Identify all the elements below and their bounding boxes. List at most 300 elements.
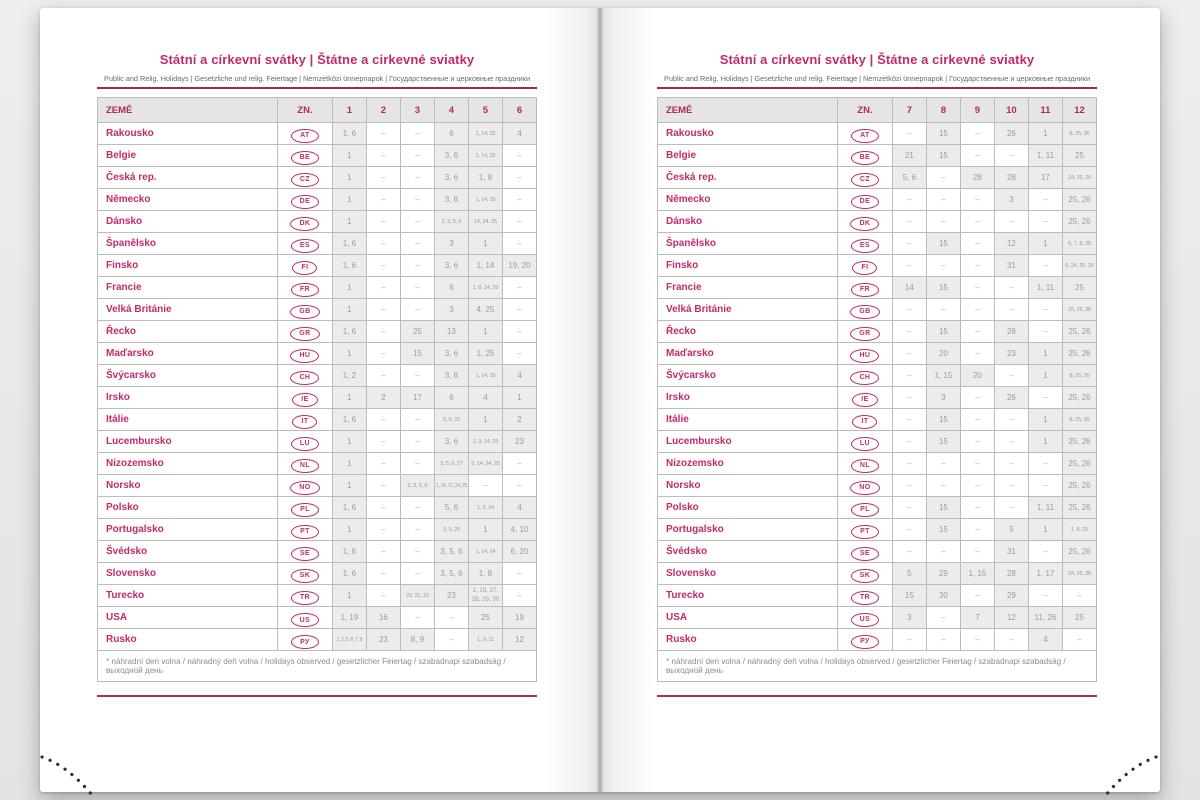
- month-cell: –: [1062, 585, 1096, 607]
- month-cell: 20, 21, 22: [400, 585, 434, 607]
- month-cell: 25, 26, 28: [1062, 299, 1096, 321]
- country-code-cell: [278, 607, 333, 629]
- country-name: Řecko: [98, 321, 278, 343]
- month-cell: 1, 11: [1028, 497, 1062, 519]
- country-name: Turecko: [658, 585, 838, 607]
- month-cell: 25, 26: [1062, 189, 1096, 211]
- month-cell: –: [400, 453, 434, 475]
- month-cell: 12: [502, 629, 536, 651]
- month-cell: –: [1028, 211, 1062, 233]
- country-code-badge: LU: [851, 437, 879, 451]
- table-row: [658, 299, 1097, 321]
- month-cell: 28: [994, 321, 1028, 343]
- month-cell: 5: [994, 519, 1028, 541]
- month-cell: –: [960, 475, 994, 497]
- holiday-table-jan-jun: [97, 97, 537, 682]
- country-name: Lucembursko: [658, 431, 838, 453]
- month-cell: –: [400, 211, 434, 233]
- month-cell: 25, 26: [1062, 431, 1096, 453]
- corner-dots-left: [34, 748, 106, 800]
- country-code-badge: BE: [291, 151, 320, 165]
- table-row: [658, 211, 1097, 233]
- country-name: USA: [98, 607, 278, 629]
- header-row: [98, 98, 537, 123]
- month-cell: 21: [892, 145, 926, 167]
- country-code-badge: US: [851, 613, 880, 627]
- month-cell: –: [502, 475, 536, 497]
- month-cell: 1, 19, 27, 28, 29, 30: [468, 585, 502, 607]
- country-code-cell: [278, 277, 333, 299]
- month-cell: –: [366, 409, 400, 431]
- month-cell: –: [926, 475, 960, 497]
- country-name: Německo: [98, 189, 278, 211]
- header-month: 9: [960, 98, 994, 123]
- month-cell: –: [400, 189, 434, 211]
- month-cell: –: [502, 277, 536, 299]
- month-cell: –: [400, 123, 434, 145]
- month-cell: 1, 19: [332, 607, 366, 629]
- country-code-cell: [278, 387, 333, 409]
- country-code-cell: [838, 123, 893, 145]
- month-cell: –: [892, 475, 926, 497]
- month-cell: 25, 26: [1062, 541, 1096, 563]
- month-cell: 3: [994, 189, 1028, 211]
- country-code-badge: AT: [291, 129, 319, 143]
- header-month: 11: [1028, 98, 1062, 123]
- month-cell: 1, 6: [332, 255, 366, 277]
- country-code-badge: NO: [850, 481, 879, 495]
- month-cell: 25, 26: [1062, 387, 1096, 409]
- header-row: [658, 98, 1097, 123]
- month-cell: –: [400, 255, 434, 277]
- month-cell: 4: [1028, 629, 1062, 651]
- country-name: Švédsko: [658, 541, 838, 563]
- country-code-badge: DE: [291, 195, 320, 209]
- table-row: [658, 123, 1097, 145]
- country-name: Itálie: [658, 409, 838, 431]
- month-cell: 1: [1028, 519, 1062, 541]
- country-name: Finsko: [658, 255, 838, 277]
- month-cell: 25, 26: [1062, 343, 1096, 365]
- country-code-badge: CH: [850, 371, 879, 385]
- month-cell: 28: [994, 167, 1028, 189]
- table-row: [658, 167, 1097, 189]
- month-cell: –: [502, 453, 536, 475]
- country-name: Velká Británie: [658, 299, 838, 321]
- country-name: Česká rep.: [98, 167, 278, 189]
- month-cell: –: [926, 299, 960, 321]
- month-cell: –: [366, 431, 400, 453]
- country-code-cell: [278, 321, 333, 343]
- country-name: Španělsko: [98, 233, 278, 255]
- month-cell: 3, 6: [434, 255, 468, 277]
- month-cell: –: [1028, 541, 1062, 563]
- country-name: Česká rep.: [658, 167, 838, 189]
- month-cell: 1: [468, 233, 502, 255]
- month-cell: –: [366, 233, 400, 255]
- header-month: 6: [502, 98, 536, 123]
- month-cell: 1: [332, 585, 366, 607]
- month-cell: 25, 26: [1062, 211, 1096, 233]
- month-cell: 23: [994, 343, 1028, 365]
- country-name: Belgie: [658, 145, 838, 167]
- month-cell: –: [960, 189, 994, 211]
- month-cell: 1, 9, 14, 25: [468, 431, 502, 453]
- month-cell: –: [366, 541, 400, 563]
- month-cell: –: [400, 563, 434, 585]
- month-cell: 2: [366, 387, 400, 409]
- table-row: [658, 321, 1097, 343]
- country-name: Dánsko: [658, 211, 838, 233]
- country-code-badge: DE: [851, 195, 880, 209]
- month-cell: 1, 14, 25: [468, 145, 502, 167]
- month-cell: –: [994, 409, 1028, 431]
- table-row: [98, 541, 537, 563]
- country-code-cell: [278, 343, 333, 365]
- month-cell: –: [892, 189, 926, 211]
- month-cell: –: [960, 629, 994, 651]
- month-cell: –: [366, 211, 400, 233]
- country-code-cell: [278, 563, 333, 585]
- country-code-cell: [838, 387, 893, 409]
- country-code-badge: SE: [291, 547, 319, 561]
- month-cell: –: [400, 167, 434, 189]
- month-cell: –: [366, 123, 400, 145]
- country-code-badge: US: [291, 613, 320, 627]
- month-cell: 28: [960, 167, 994, 189]
- month-cell: –: [366, 277, 400, 299]
- month-cell: –: [892, 409, 926, 431]
- country-code-cell: [838, 211, 893, 233]
- country-code-badge: FI: [852, 261, 877, 275]
- month-cell: –: [366, 519, 400, 541]
- month-cell: 1: [332, 167, 366, 189]
- table-row: [98, 585, 537, 607]
- month-cell: 1: [1028, 343, 1062, 365]
- month-cell: 8, 25, 26: [1062, 409, 1096, 431]
- table-row: [98, 387, 537, 409]
- month-cell: 1: [468, 519, 502, 541]
- table-row: [658, 431, 1097, 453]
- month-cell: –: [960, 277, 994, 299]
- month-cell: –: [960, 497, 994, 519]
- month-cell: 17: [1028, 167, 1062, 189]
- diary-spread: [40, 8, 1160, 792]
- bottom-rule: [97, 695, 537, 697]
- header-month: 2: [366, 98, 400, 123]
- month-cell: –: [926, 541, 960, 563]
- month-cell: 16: [366, 607, 400, 629]
- month-cell: –: [960, 233, 994, 255]
- country-code-cell: [278, 453, 333, 475]
- month-cell: –: [960, 541, 994, 563]
- country-code-cell: [278, 233, 333, 255]
- corner-dots-right: [1092, 748, 1164, 800]
- month-cell: –: [892, 387, 926, 409]
- month-cell: 6: [434, 123, 468, 145]
- country-code-cell: [838, 431, 893, 453]
- month-cell: 1, 6: [332, 321, 366, 343]
- month-cell: 12: [994, 607, 1028, 629]
- month-cell: 19: [502, 607, 536, 629]
- table-row: [658, 189, 1097, 211]
- month-cell: 25: [1062, 277, 1096, 299]
- month-cell: 25: [1062, 607, 1096, 629]
- month-cell: 1: [468, 409, 502, 431]
- header-month: 3: [400, 98, 434, 123]
- country-code-badge: FI: [292, 261, 317, 275]
- month-cell: 17: [400, 387, 434, 409]
- country-code-cell: [278, 255, 333, 277]
- month-cell: –: [960, 453, 994, 475]
- month-cell: –: [960, 145, 994, 167]
- month-cell: –: [994, 145, 1028, 167]
- country-name: Portugalsko: [98, 519, 278, 541]
- month-cell: 5, 6, 25: [434, 409, 468, 431]
- country-code-badge: РУ: [851, 635, 879, 649]
- month-cell: 3: [926, 387, 960, 409]
- country-code-cell: [278, 431, 333, 453]
- month-cell: –: [960, 211, 994, 233]
- country-code-badge: CZ: [291, 173, 319, 187]
- month-cell: 1: [332, 453, 366, 475]
- month-cell: –: [400, 607, 434, 629]
- month-cell: –: [892, 453, 926, 475]
- country-code-badge: FR: [851, 283, 879, 297]
- bottom-rule: [657, 695, 1097, 697]
- country-name: Řecko: [658, 321, 838, 343]
- month-cell: –: [960, 343, 994, 365]
- country-code-badge: GR: [850, 327, 879, 341]
- month-cell: –: [1028, 189, 1062, 211]
- table-row: [658, 387, 1097, 409]
- month-cell: 5, 14, 24, 25: [468, 453, 502, 475]
- month-cell: –: [400, 541, 434, 563]
- table-row: [658, 497, 1097, 519]
- country-name: Francie: [658, 277, 838, 299]
- month-cell: 1: [332, 519, 366, 541]
- country-code-cell: [838, 453, 893, 475]
- month-cell: –: [400, 299, 434, 321]
- month-cell: 31: [994, 255, 1028, 277]
- month-cell: 28: [994, 563, 1028, 585]
- month-cell: 1: [332, 387, 366, 409]
- month-cell: –: [994, 431, 1028, 453]
- table-row: [98, 563, 537, 585]
- month-cell: 23: [366, 629, 400, 651]
- month-cell: –: [892, 365, 926, 387]
- month-cell: 25, 26: [1062, 497, 1096, 519]
- month-cell: 3, 5, 6, 27: [434, 453, 468, 475]
- month-cell: 3, 5, 6: [434, 563, 468, 585]
- country-name: Rakousko: [98, 123, 278, 145]
- country-name: Itálie: [98, 409, 278, 431]
- table-row: [98, 211, 537, 233]
- month-cell: 5: [892, 563, 926, 585]
- month-cell: 19, 20: [502, 255, 536, 277]
- footnote-row: [658, 651, 1097, 682]
- month-cell: –: [926, 189, 960, 211]
- month-cell: –: [400, 497, 434, 519]
- month-cell: –: [502, 167, 536, 189]
- table-row: [658, 585, 1097, 607]
- month-cell: –: [960, 387, 994, 409]
- country-code-badge: TR: [851, 591, 879, 605]
- country-name: Norsko: [98, 475, 278, 497]
- country-code-badge: IT: [292, 415, 317, 429]
- country-name: Irsko: [658, 387, 838, 409]
- month-cell: –: [994, 453, 1028, 475]
- country-code-badge: PL: [291, 503, 319, 517]
- month-cell: 24, 25, 26: [1062, 167, 1096, 189]
- country-name: Maďarsko: [658, 343, 838, 365]
- country-code-badge: ES: [291, 239, 319, 253]
- month-cell: 1, 6: [332, 563, 366, 585]
- country-code-cell: [278, 519, 333, 541]
- month-cell: 15: [926, 519, 960, 541]
- month-cell: 1: [468, 321, 502, 343]
- month-cell: –: [502, 145, 536, 167]
- table-row: [98, 629, 537, 651]
- month-cell: –: [502, 563, 536, 585]
- footnote: * náhradní den volna / náhradný deň volna / holidays observed / gesetzlicher Feiertag / szabadnapi szabadság / выходной день: [98, 651, 537, 682]
- country-code-badge: HU: [850, 349, 879, 363]
- country-code-cell: [278, 189, 333, 211]
- month-cell: 11, 26: [1028, 607, 1062, 629]
- footnote: * náhradní den volna / náhradný deň volna / holidays observed / gesetzlicher Feiertag / szabadnapi szabadság / выходной день: [658, 651, 1097, 682]
- country-name: Lucembursko: [98, 431, 278, 453]
- table-row: [98, 475, 537, 497]
- country-code-badge: TR: [291, 591, 319, 605]
- month-cell: 25: [1062, 145, 1096, 167]
- country-code-cell: [278, 211, 333, 233]
- month-cell: –: [366, 145, 400, 167]
- month-cell: –: [892, 321, 926, 343]
- month-cell: 30: [926, 585, 960, 607]
- month-cell: 20: [926, 343, 960, 365]
- month-cell: –: [960, 409, 994, 431]
- month-cell: –: [366, 365, 400, 387]
- table-row: [98, 123, 537, 145]
- month-cell: –: [926, 453, 960, 475]
- month-cell: –: [400, 145, 434, 167]
- month-cell: 3, 5, 25: [434, 519, 468, 541]
- month-cell: 6, 24, 25, 26: [1062, 255, 1096, 277]
- country-name: Francie: [98, 277, 278, 299]
- month-cell: 13: [434, 321, 468, 343]
- month-cell: –: [434, 607, 468, 629]
- table-row: [98, 453, 537, 475]
- month-cell: 1, 11: [1028, 145, 1062, 167]
- country-code-badge: DK: [850, 217, 879, 231]
- table-row: [658, 145, 1097, 167]
- country-name: Rakousko: [658, 123, 838, 145]
- table-row: [98, 519, 537, 541]
- month-cell: 1, 14, 24: [468, 541, 502, 563]
- month-cell: –: [502, 343, 536, 365]
- month-cell: –: [1028, 321, 1062, 343]
- country-code-badge: CZ: [851, 173, 879, 187]
- month-cell: –: [994, 299, 1028, 321]
- table-row: [658, 629, 1097, 651]
- month-cell: 8, 9: [400, 629, 434, 651]
- page-title: Státní a církevní svátky | Štátne a cirkevné sviatky: [719, 52, 1035, 67]
- country-name: Švýcarsko: [658, 365, 838, 387]
- month-cell: –: [960, 299, 994, 321]
- month-cell: –: [366, 475, 400, 497]
- country-name: Švédsko: [98, 541, 278, 563]
- country-code-badge: GR: [290, 327, 319, 341]
- month-cell: 1: [332, 299, 366, 321]
- title-rule: [97, 87, 537, 89]
- month-cell: –: [994, 497, 1028, 519]
- page-left: [40, 8, 600, 792]
- country-name: Polsko: [658, 497, 838, 519]
- month-cell: 29: [926, 563, 960, 585]
- month-cell: 25: [468, 607, 502, 629]
- month-cell: 6: [434, 387, 468, 409]
- page-subtitle: Public and Relig. Holidays | Gesetzliche und relig. Feiertage | Nemzetközi ünnepnapok | Государственные и церковные праздники: [103, 74, 531, 83]
- month-cell: 1, 6: [332, 233, 366, 255]
- country-name: Německo: [658, 189, 838, 211]
- month-cell: 4: [468, 387, 502, 409]
- month-cell: 2: [502, 409, 536, 431]
- country-code-badge: HU: [290, 349, 319, 363]
- month-cell: 15: [926, 321, 960, 343]
- table-row: [98, 299, 537, 321]
- header-month: 4: [434, 98, 468, 123]
- month-cell: 29: [994, 585, 1028, 607]
- table-row: [98, 497, 537, 519]
- month-cell: –: [1028, 387, 1062, 409]
- month-cell: 4: [502, 365, 536, 387]
- country-code-cell: [838, 233, 893, 255]
- month-cell: 1, 25: [468, 343, 502, 365]
- month-cell: 2, 3, 5, 6: [400, 475, 434, 497]
- month-cell: 25: [400, 321, 434, 343]
- table-row: [98, 167, 537, 189]
- month-cell: 20: [960, 365, 994, 387]
- month-cell: 1, 8: [468, 167, 502, 189]
- country-code-cell: [838, 519, 893, 541]
- month-cell: –: [468, 475, 502, 497]
- country-code-cell: [278, 629, 333, 651]
- country-code-badge: SE: [851, 547, 879, 561]
- country-code-badge: IT: [852, 415, 877, 429]
- month-cell: 1: [1028, 431, 1062, 453]
- month-cell: 1, 8: [468, 563, 502, 585]
- table-row: [98, 189, 537, 211]
- month-cell: 15: [926, 277, 960, 299]
- country-code-badge: PT: [291, 525, 319, 539]
- country-code-cell: [278, 409, 333, 431]
- month-cell: –: [366, 563, 400, 585]
- month-cell: –: [892, 123, 926, 145]
- country-code-badge: NL: [291, 459, 319, 473]
- month-cell: –: [1062, 629, 1096, 651]
- month-cell: 25, 26: [1062, 453, 1096, 475]
- month-cell: –: [960, 321, 994, 343]
- month-cell: 5, 6: [434, 497, 468, 519]
- country-code-badge: IE: [852, 393, 877, 407]
- country-code-badge: BE: [851, 151, 880, 165]
- month-cell: –: [1028, 475, 1062, 497]
- month-cell: 3, 6: [434, 167, 468, 189]
- month-cell: –: [892, 299, 926, 321]
- country-name: Irsko: [98, 387, 278, 409]
- month-cell: –: [892, 211, 926, 233]
- month-cell: –: [366, 189, 400, 211]
